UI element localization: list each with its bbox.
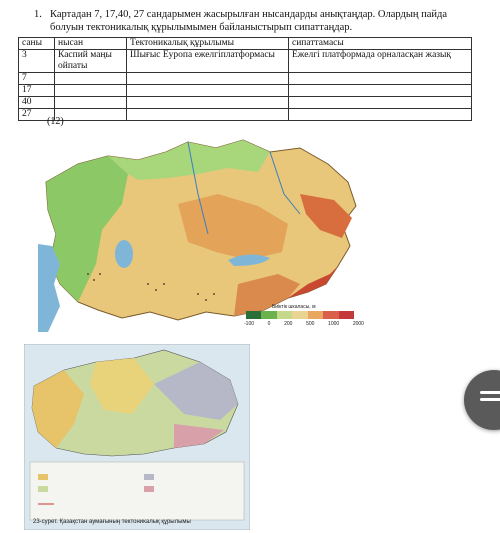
table-cell[interactable] bbox=[289, 85, 472, 97]
scale-swatch bbox=[261, 311, 276, 319]
table-cell[interactable] bbox=[289, 97, 472, 109]
menu-icon bbox=[480, 391, 500, 394]
tectonic-map-caption: 23-сурет. Қазақстан аумағының тектоникалық құрылымы bbox=[33, 519, 191, 525]
table-header: сипаттамасы bbox=[289, 38, 472, 50]
table-header: Тектоникалық құрылымы bbox=[127, 38, 289, 50]
table-cell: 40 bbox=[19, 97, 55, 109]
scale-swatch bbox=[323, 311, 338, 319]
table-cell[interactable] bbox=[127, 97, 289, 109]
table-header: нысан bbox=[55, 38, 127, 50]
table-cell: Шығыс Еуропа ежелгіплатформасы bbox=[127, 50, 289, 73]
table-cell[interactable] bbox=[289, 109, 472, 121]
scale-label: -100 bbox=[244, 321, 255, 327]
table-row bbox=[19, 85, 472, 97]
table-header: саны bbox=[19, 38, 55, 50]
elevation-scale bbox=[246, 311, 354, 319]
scale-swatch bbox=[308, 311, 323, 319]
score-label: (12) bbox=[47, 116, 64, 127]
scale-swatch bbox=[277, 311, 292, 319]
legend-title: Биіктік шкаласы, м bbox=[272, 304, 316, 310]
table-cell[interactable] bbox=[55, 85, 127, 97]
scale-swatch bbox=[246, 311, 261, 319]
scale-label: 0 bbox=[267, 321, 271, 327]
table-row bbox=[19, 97, 472, 109]
table-cell[interactable] bbox=[55, 109, 127, 121]
question-text: Картадан 7, 17,40, 27 сандарымен жасырылған нысандарды анықтаңдар. Олардың пайда болуын тектоникалық құрылымымен байланыстырып сипаттаңдар. bbox=[50, 9, 448, 33]
table-cell[interactable] bbox=[127, 109, 289, 121]
scale-label: 500 bbox=[306, 321, 315, 327]
question bbox=[34, 8, 466, 34]
scale-labels bbox=[244, 321, 364, 327]
table-cell[interactable] bbox=[127, 85, 289, 97]
menu-icon bbox=[480, 398, 500, 401]
scale-swatch bbox=[292, 311, 307, 319]
table-cell: 17 bbox=[19, 85, 55, 97]
scale-label: 200 bbox=[284, 321, 293, 327]
table-cell: 7 bbox=[19, 73, 55, 85]
table-cell[interactable] bbox=[55, 73, 127, 85]
table-cell: 3 bbox=[19, 50, 55, 73]
table-cell: 27 bbox=[19, 109, 55, 121]
table-cell[interactable] bbox=[55, 97, 127, 109]
physical-map bbox=[38, 134, 372, 332]
answer-table bbox=[18, 37, 472, 121]
table-cell[interactable] bbox=[127, 73, 289, 85]
menu-button[interactable] bbox=[464, 370, 500, 430]
table-row bbox=[19, 73, 472, 85]
scale-label: 2000 bbox=[352, 321, 364, 327]
table-cell[interactable] bbox=[289, 73, 472, 85]
scale-label: 1000 bbox=[328, 321, 340, 327]
question-number: 1. bbox=[34, 9, 42, 20]
table-cell: Каспий маңы ойпаты bbox=[55, 50, 127, 73]
scale-swatch bbox=[339, 311, 354, 319]
table-cell: Ежелгі платформада орналасқан жазық bbox=[289, 50, 472, 73]
table-header-row bbox=[19, 38, 472, 50]
table-row bbox=[19, 50, 472, 73]
table-row bbox=[19, 109, 472, 121]
tectonic-map bbox=[24, 344, 250, 530]
